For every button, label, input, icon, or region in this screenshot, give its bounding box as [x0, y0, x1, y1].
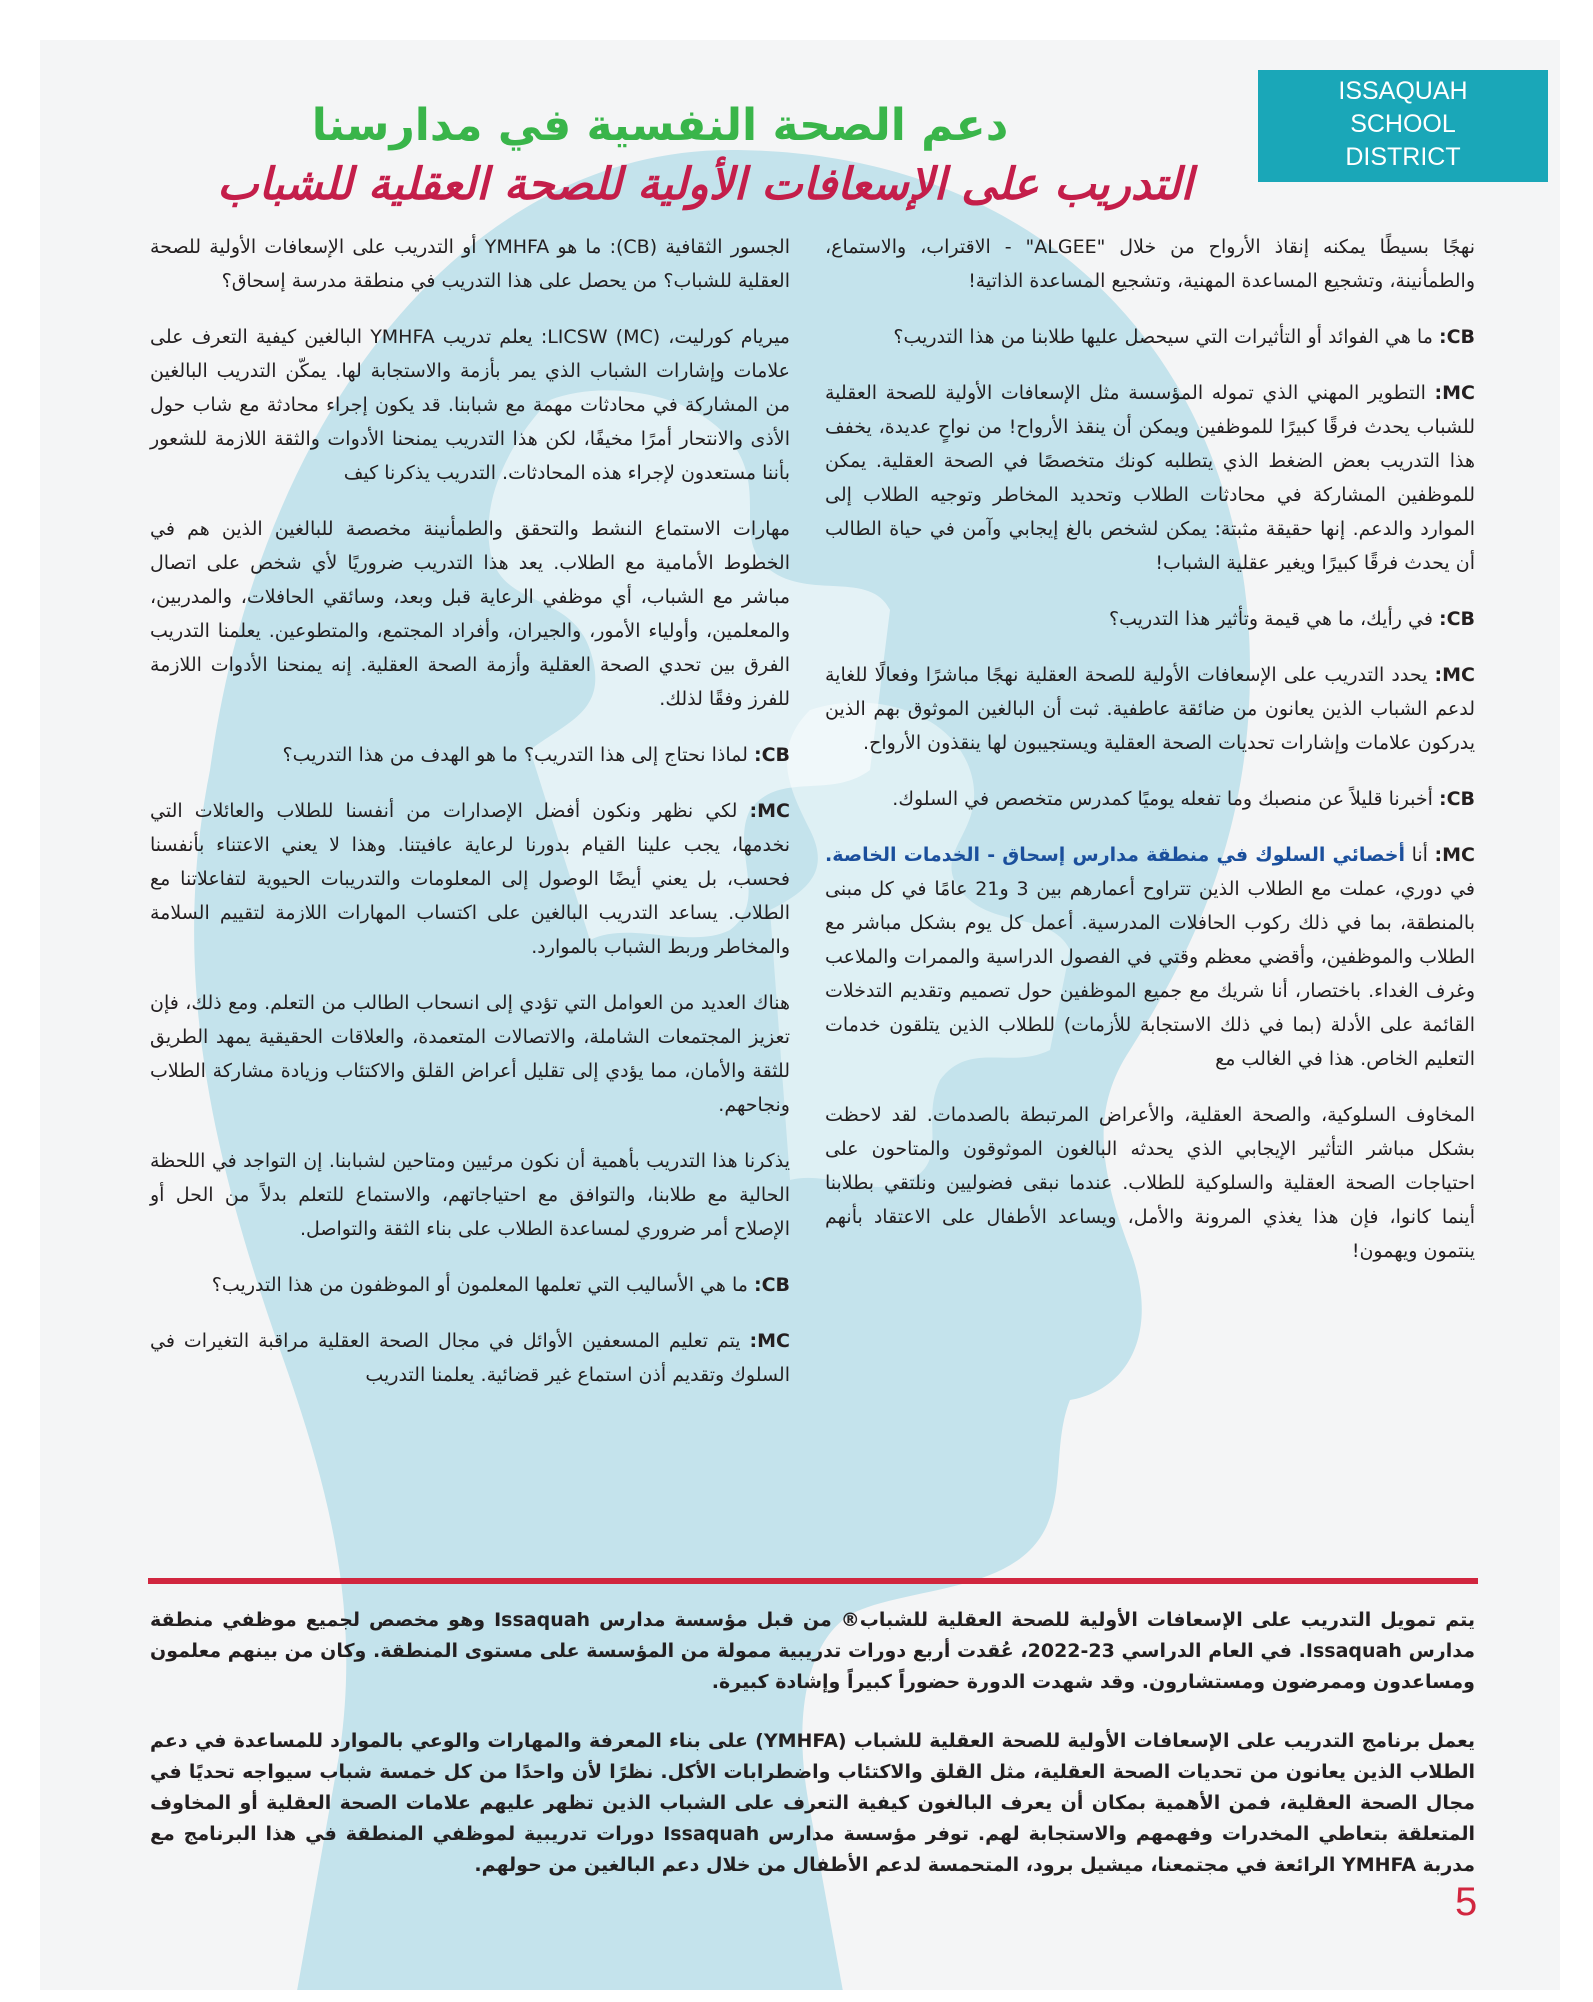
left-column	[150, 230, 790, 1414]
speaker-tag: CB:	[1438, 326, 1475, 348]
right-column	[825, 230, 1475, 1290]
question-text: لماذا نحتاج إلى هذا التدريب؟ ما هو الهدف من هذا التدريب؟	[282, 744, 754, 766]
answer-text: يحدد التدريب على الإسعافات الأولية للصحة العقلية نهجًا مباشرًا وفعالًا للغاية لدعم الشباب الذين يعانون من ضائقة عاطفية. ثبت أن البالغين الموثوق بهم الذين يدركون علامات وإشارات تحديات الصحة العقلية ويستجيبون لها ينقذون الأرواح.	[825, 664, 1475, 754]
answer-text: يتم تعليم المسعفين الأوائل في مجال الصحة العقلية مراقبة التغيرات في السلوك وتقديم أذن استماع غير قضائية. يعلمنا التدريب	[150, 1330, 790, 1386]
paragraph: هناك العديد من العوامل التي تؤدي إلى انسحاب الطالب من التعلم. ومع ذلك، فإن تعزيز المجتمعات الشاملة، والاتصالات المتعمدة، والعلاقات الحقيقية يمهد الطريق للثقة والأمان، مما يؤدي إلى تقليل أعراض القلق والاكتئاب وزيادة مشاركة الطلاب ونجاحهم.	[150, 992, 790, 1116]
paragraph: يذكرنا هذا التدريب بأهمية أن نكون مرئيين ومتاحين لشبابنا. إن التواجد في اللحظة الحالية مع طلابنا، والتوافق مع احتياجاتهم، والاستماع للتعلم بدلاً من الحل أو الإصلاح أمر ضروري لمساعدة الطلاب على بناء الثقة والتواصل.	[150, 1150, 790, 1240]
answer	[825, 658, 1475, 760]
question	[150, 738, 790, 772]
role-highlight: أخصائي السلوك في منطقة مدارس إسحاق - الخدمات الخاصة.	[825, 844, 1405, 866]
footer-paragraph: يعمل برنامج التدريب على الإسعافات الأولية للصحة العقلية للشباب (YMHFA) على بناء المعرفة والمهارات والوعي بالموارد للمساعدة في دعم الطلاب الذين يعانون من تحديات الصحة العقلية، مثل القلق والاكتئاب واضطرابات الأكل. نظرًا لأن واحدًا من كل خمسة شباب سيواجه تحديًا في مجال الصحة العقلية، فمن الأهمية بمكان أن يعرف البالغون كيفية التعرف على الشباب الذين تظهر عليهم علامات الصحة العقلية أو المخاوف المتعلقة بتعاطي المخدرات وفهمهم والاستجابة لهم. توفر مؤسسة مدارس Issaquah دورات تدريبية لموظفي المنطقة في هذا البرنامج مع مدربة YMHFA الرائعة في مجتمعنا، ميشيل برود، المتحمسة لدعم الأطفال من خلال دعم البالغين من حولهم.	[150, 1730, 1475, 1876]
paragraph: نهجًا بسيطًا يمكنه إنقاذ الأرواح من خلال "ALGEE" - الاقتراب، والاستماع، والطمأنينة، وتشجيع المساعدة المهنية، وتشجيع المساعدة الذاتية!	[825, 236, 1475, 292]
speaker-tag: MC:	[1434, 844, 1475, 866]
speaker-tag: CB:	[753, 1274, 790, 1296]
paragraph: المخاوف السلوكية، والصحة العقلية، والأعراض المرتبطة بالصدمات. لقد لاحظت بشكل مباشر التأثير الإيجابي الذي يحدثه البالغون الموثوقون والمتاحون على احتياجات الصحة العقلية والسلوكية للطلاب. عندما نبقى فضوليين ونلتقي بطلابنا أينما كانوا، فإن هذا يغذي المرونة والأمل، ويساعد الأطفال على الاعتقاد بأنهم ينتمون ويهمون!	[825, 1104, 1475, 1262]
badge-line-3: DISTRICT	[1345, 143, 1461, 171]
paragraph: مهارات الاستماع النشط والتحقق والطمأنينة مخصصة للبالغين الذين هم في الخطوط الأمامية مع الطلاب. يعد هذا التدريب ضروريًا لأي شخص على اتصال مباشر مع الشباب، أي موظفي الرعاية قبل وبعد، وسائقي الحافلات، والمدربين، والمعلمين، وأولياء الأمور، والجيران، وأفراد المجتمع، والمتطوعين. يعلمنا التدريب الفرق بين تحدي الصحة العقلية وأزمة الصحة العقلية. إنه يمنحنا الأدوات اللازمة للفرز وفقًا لذلك.	[150, 518, 790, 710]
paragraph: ميريام كورليت، LICSW (MC): يعلم تدريب YMHFA البالغين كيفية التعرف على علامات وإشارات الشباب الذي يمر بأزمة والاستجابة لها. يمكّن التدريب البالغين من المشاركة في محادثات مهمة مع شبابنا. قد يكون إجراء محادثة مع شاب حول الأذى والانتحار أمرًا مخيفًا، لكن هذا التدريب يمنحنا الأدوات والثقة اللازمة للشعور بأننا مستعدون لإجراء هذه المحادثات. التدريب يذكرنا كيف	[150, 326, 790, 484]
speaker-tag: CB:	[753, 744, 790, 766]
answer	[825, 838, 1475, 1076]
answer	[825, 376, 1475, 580]
question	[825, 782, 1475, 816]
speaker-tag: CB:	[1438, 788, 1475, 810]
question	[150, 1268, 790, 1302]
answer-text: أنا	[1404, 844, 1435, 866]
answer-text: التطوير المهني الذي تموله المؤسسة مثل الإسعافات الأولية للصحة العقلية للشباب يحدث فرقًا كبيرًا للموظفين ويمكن أن ينقذ الأرواح! من نواحٍ عديدة، يخفف هذا التدريب بعض الضغط الذي يتطلبه كونك متخصصًا في الصحة العقلية. يمكن للموظفين المشاركة في محادثات الطلاب وتحديد المخاطر وتوجيه الطلاب إلى الموارد والدعم. إنها حقيقة مثبتة: يمكن لشخص بالغ إيجابي وآمن في حياة الطالب أن يحدث فرقًا كبيرًا ويغير عقلية الشباب!	[825, 382, 1475, 574]
question-text: أخبرنا قليلاً عن منصبك وما تفعله يوميًا كمدرس متخصص في السلوك.	[892, 788, 1439, 810]
question-text: ما هي الفوائد أو التأثيرات التي سيحصل عليها طلابنا من هذا التدريب؟	[893, 326, 1439, 348]
badge-line-2: SCHOOL	[1350, 110, 1456, 138]
speaker-tag: MC:	[749, 800, 790, 822]
page-number: 5	[1455, 1880, 1478, 1924]
speaker-tag: MC:	[1434, 664, 1475, 686]
question	[825, 320, 1475, 354]
question-text: في رأيك، ما هي قيمة وتأثير هذا التدريب؟	[1109, 608, 1439, 630]
badge-line-1: ISSAQUAH	[1338, 77, 1468, 105]
paragraph: الجسور الثقافية (CB): ما هو YMHFA أو التدريب على الإسعافات الأولية للصحة العقلية للشباب؟ من يحصل على هذا التدريب في منطقة مدرسة إسحاق؟	[150, 236, 790, 292]
speaker-tag: MC:	[1434, 382, 1475, 404]
question	[825, 602, 1475, 636]
answer	[150, 1324, 790, 1392]
page-subtitle: التدريب على الإسعافات الأولية للصحة العقلية للشباب	[217, 159, 1193, 210]
answer-text: لكي نظهر ونكون أفضل الإصدارات من أنفسنا للطلاب والعائلات التي نخدمها، يجب علينا القيام بدورنا لرعاية عافيتنا. وهذا لا يعني الاعتناء بأنفسنا فحسب، بل يعني أيضًا الوصول إلى المعلومات والتدريبات الحيوية لتفاعلاتنا مع الطلاب. يساعد التدريب البالغين على اكتساب المهارات اللازمة لتقييم السلامة والمخاطر وربط الشباب بالموارد.	[150, 800, 790, 958]
district-badge	[1258, 70, 1548, 182]
speaker-tag: MC:	[749, 1330, 790, 1352]
section-divider	[148, 1578, 1478, 1584]
footer-section	[150, 1605, 1475, 1909]
footer-paragraph: يتم تمويل التدريب على الإسعافات الأولية للصحة العقلية للشباب® من قبل مؤسسة مدارس Issaquah وهو مخصص لجميع موظفي منطقة مدارس Issaquah. في العام الدراسي 23-2022، عُقدت أربع دورات تدريبية ممولة من المؤسسة على مستوى المنطقة. وكان من بينهم معلمون ومساعدون وممرضون ومستشارون. وقد شهدت الدورة حضوراً كبيراً وإشادة كبيرة.	[150, 1609, 1475, 1693]
answer-text: في دوري، عملت مع الطلاب الذين تتراوح أعمارهم بين 3 و21 عامًا في كل مبنى بالمنطقة، بما في ذلك ركوب الحافلات المدرسية. أعمل كل يوم بشكل مباشر مع الطلاب والموظفين، وأقضي معظم وقتي في الفصول الدراسية والممرات والملاعب وغرف الغداء. باختصار، أنا شريك مع جميع الموظفين حول تصميم وتقديم التدخلات القائمة على الأدلة (بما في ذلك الاستجابة للأزمات) للطلاب الذين يتلقون خدمات التعليم الخاص. هذا في الغالب مع	[825, 878, 1475, 1070]
speaker-tag: CB:	[1438, 608, 1475, 630]
page-title: دعم الصحة النفسية في مدارسنا	[311, 100, 1009, 151]
answer	[150, 794, 790, 964]
question-text: ما هي الأساليب التي تعلمها المعلمون أو الموظفون من هذا التدريب؟	[211, 1274, 754, 1296]
